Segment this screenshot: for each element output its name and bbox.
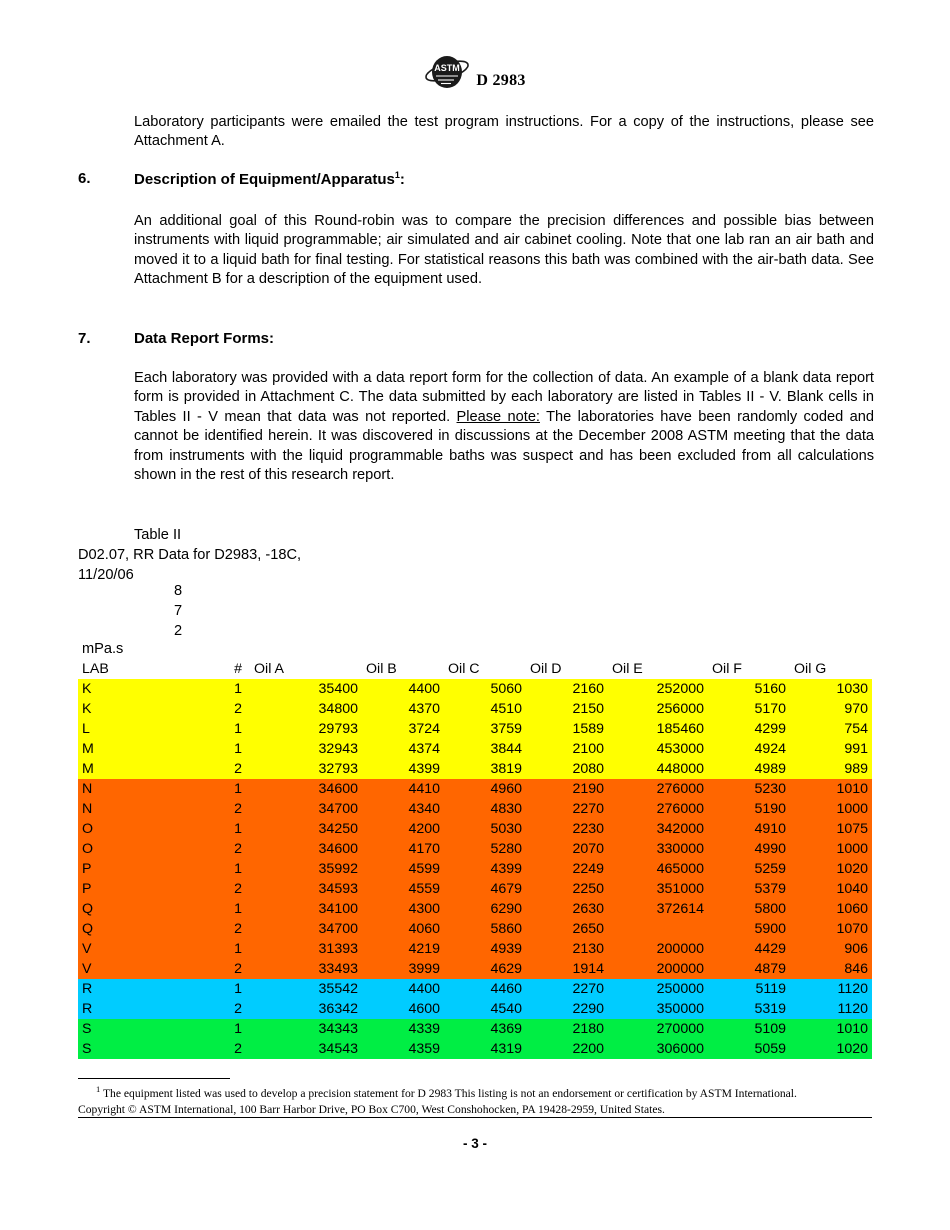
cell-lab: Q: [78, 899, 192, 919]
cell-oil-g: 1120: [790, 999, 872, 1019]
column-header-oil-a: Oil A: [250, 659, 362, 679]
cell-oil-a: 34593: [250, 879, 362, 899]
cell-oil-b: 4399: [362, 759, 444, 779]
cell-oil-f: 4910: [708, 819, 790, 839]
cell-replicate: 1: [192, 739, 250, 759]
cell-oil-a: 35400: [250, 679, 362, 699]
cell-oil-b: 4300: [362, 899, 444, 919]
page-header: [0, 52, 950, 97]
cell-lab: S: [78, 1019, 192, 1039]
section-7-body-block: [134, 369, 874, 485]
cell-oil-f: 5379: [708, 879, 790, 899]
cell-oil-a: 34700: [250, 919, 362, 939]
cell-oil-a: 35542: [250, 979, 362, 999]
cell-oil-e: 465000: [608, 859, 708, 879]
intro-paragraph-block: [134, 113, 874, 152]
cell-oil-e: 200000: [608, 939, 708, 959]
cell-oil-g: 989: [790, 759, 872, 779]
column-header-lab: LAB: [78, 659, 192, 679]
cell-replicate: 2: [192, 699, 250, 719]
column-header-oil-b: Oil B: [362, 659, 444, 679]
cell-oil-e: 372614: [608, 899, 708, 919]
cell-oil-f: 4989: [708, 759, 790, 779]
table-row: [78, 699, 872, 719]
cell-oil-f: 5119: [708, 979, 790, 999]
cell-oil-e: 256000: [608, 699, 708, 719]
cell-oil-d: 2150: [526, 699, 608, 719]
cell-oil-f: 5190: [708, 799, 790, 819]
cell-oil-b: 4219: [362, 939, 444, 959]
cell-oil-c: 4369: [444, 1019, 526, 1039]
cell-oil-d: 2160: [526, 679, 608, 699]
table-row: [78, 999, 872, 1019]
cell-oil-e: 453000: [608, 739, 708, 759]
cell-oil-a: 34800: [250, 699, 362, 719]
cell-lab: P: [78, 879, 192, 899]
table-row: [78, 1019, 872, 1039]
cell-oil-f: 5259: [708, 859, 790, 879]
column-header-oil-f: Oil F: [708, 659, 790, 679]
page-number: - 3 -: [462, 1136, 487, 1151]
cell-oil-g: 1070: [790, 919, 872, 939]
cell-lab: K: [78, 679, 192, 699]
cell-replicate: 1: [192, 819, 250, 839]
column-header-oil-g: Oil G: [790, 659, 872, 679]
cell-lab: N: [78, 799, 192, 819]
cell-oil-c: 4540: [444, 999, 526, 1019]
cell-lab: P: [78, 859, 192, 879]
cell-oil-e: 306000: [608, 1039, 708, 1059]
cell-oil-g: 1060: [790, 899, 872, 919]
cell-oil-b: 3999: [362, 959, 444, 979]
cell-oil-a: 36342: [250, 999, 362, 1019]
cell-lab: R: [78, 979, 192, 999]
cell-replicate: 1: [192, 899, 250, 919]
cell-oil-e: 276000: [608, 799, 708, 819]
section-7-body-part2: The laboratories have been randomly coded and cannot be identified herein. It was discovered in discussions at the December 2008 ASTM meeting that the data from instruments with the liquid programmable baths was suspect and has been excluded from all calculations shown in the rest of this research report.: [134, 408, 874, 484]
cell-oil-d: 2270: [526, 979, 608, 999]
section-7-number: 7.: [78, 330, 91, 347]
footnote-rule: [78, 1078, 230, 1079]
cell-lab: V: [78, 959, 192, 979]
cell-oil-b: 4600: [362, 999, 444, 1019]
table-row: [78, 979, 872, 999]
cell-oil-g: 1075: [790, 819, 872, 839]
cell-oil-d: 2200: [526, 1039, 608, 1059]
section-7-heading: [134, 330, 274, 347]
table-row: [78, 1039, 872, 1059]
cell-oil-c: 4510: [444, 699, 526, 719]
cell-oil-b: 4340: [362, 799, 444, 819]
cell-replicate: 1: [192, 719, 250, 739]
cell-oil-e: 448000: [608, 759, 708, 779]
cell-oil-f: 5170: [708, 699, 790, 719]
cell-oil-a: 31393: [250, 939, 362, 959]
cell-oil-e: 342000: [608, 819, 708, 839]
cell-oil-f: 5230: [708, 779, 790, 799]
cell-oil-d: 1589: [526, 719, 608, 739]
cell-oil-d: 2190: [526, 779, 608, 799]
cell-oil-f: 5059: [708, 1039, 790, 1059]
cell-oil-f: 5109: [708, 1019, 790, 1039]
cell-oil-c: 5030: [444, 819, 526, 839]
table-row: [78, 719, 872, 739]
cell-oil-g: 1030: [790, 679, 872, 699]
cell-oil-b: 4200: [362, 819, 444, 839]
cell-oil-c: 3844: [444, 739, 526, 759]
cell-oil-e: 200000: [608, 959, 708, 979]
cell-lab: M: [78, 759, 192, 779]
table-row: [78, 879, 872, 899]
table-row: [78, 939, 872, 959]
footnote-block: [78, 1084, 878, 1118]
footnote-copyright: Copyright © ASTM International, 100 Barr Harbor Drive, PO Box C700, West Conshohocken, PA 19428-2959, United States.: [78, 1102, 665, 1116]
table-row: [78, 959, 872, 979]
cell-oil-e: 270000: [608, 1019, 708, 1039]
section-7-title-suffix: :: [269, 330, 275, 347]
table-caption-line2: 11/20/06: [78, 567, 134, 583]
footnote-marker: 1: [96, 1084, 101, 1094]
cell-replicate: 2: [192, 959, 250, 979]
cell-lab: L: [78, 719, 192, 739]
table-caption-line1: D02.07, RR Data for D2983, -18C,: [78, 547, 302, 563]
section-6-body: An additional goal of this Round-robin was to compare the precision differences and possible bias between instruments with liquid programmable; air simulated and air cabinet cooling. Note that one lab ran an air bath and moved it to a liquid bath for final testing. For statistical reasons this bath was combined with the air-bath data. See Attachment B for a description of the equipment used.: [134, 213, 874, 288]
cell-oil-f: 4990: [708, 839, 790, 859]
cell-lab: O: [78, 819, 192, 839]
cell-oil-d: 2080: [526, 759, 608, 779]
cell-oil-a: 29793: [250, 719, 362, 739]
cell-oil-b: 4400: [362, 679, 444, 699]
cell-oil-g: 970: [790, 699, 872, 719]
cell-oil-b: 4559: [362, 879, 444, 899]
table-row: [78, 859, 872, 879]
cell-oil-a: 34343: [250, 1019, 362, 1039]
cell-oil-e: 250000: [608, 979, 708, 999]
cell-oil-d: 2130: [526, 939, 608, 959]
section-6-title-suffix: :: [399, 171, 405, 188]
cell-oil-d: 2290: [526, 999, 608, 1019]
cell-oil-e: [608, 919, 708, 939]
table-stacked-numbers: [174, 582, 182, 642]
cell-oil-g: 1020: [790, 1039, 872, 1059]
cell-oil-c: 4960: [444, 779, 526, 799]
cell-lab: S: [78, 1039, 192, 1059]
cell-oil-d: 2180: [526, 1019, 608, 1039]
table-unit-label: mPa.s: [82, 641, 124, 657]
cell-oil-b: 4599: [362, 859, 444, 879]
cell-oil-e: 185460: [608, 719, 708, 739]
section-6-body-block: [134, 212, 874, 290]
cell-oil-e: 252000: [608, 679, 708, 699]
cell-oil-b: 4060: [362, 919, 444, 939]
cell-oil-g: 1000: [790, 839, 872, 859]
table-body: [78, 679, 872, 1059]
intro-paragraph: Laboratory participants were emailed the test program instructions. For a copy of the instructions, please see Attachment A.: [134, 114, 874, 150]
section-6-footnote-marker: 1: [394, 170, 400, 180]
cell-oil-d: 2230: [526, 819, 608, 839]
cell-oil-g: 846: [790, 959, 872, 979]
cell-oil-a: 34600: [250, 779, 362, 799]
cell-oil-e: 351000: [608, 879, 708, 899]
cell-replicate: 2: [192, 919, 250, 939]
cell-oil-b: 4400: [362, 979, 444, 999]
section-6-number: 6.: [78, 170, 91, 187]
cell-oil-a: 34543: [250, 1039, 362, 1059]
cell-oil-b: 4410: [362, 779, 444, 799]
cell-oil-d: 2100: [526, 739, 608, 759]
section-7-title: Data Report Forms: [134, 330, 270, 347]
cell-oil-a: 35992: [250, 859, 362, 879]
section-7-body: [134, 369, 874, 485]
cell-oil-a: 32793: [250, 759, 362, 779]
cell-oil-f: 4429: [708, 939, 790, 959]
cell-oil-g: 1010: [790, 779, 872, 799]
stacked-number-3: 2: [174, 622, 183, 639]
column-header-oil-d: Oil D: [526, 659, 608, 679]
cell-oil-a: 32943: [250, 739, 362, 759]
cell-oil-g: 1120: [790, 979, 872, 999]
table-row: [78, 739, 872, 759]
cell-oil-c: 4460: [444, 979, 526, 999]
cell-replicate: 1: [192, 939, 250, 959]
cell-oil-g: 1020: [790, 859, 872, 879]
cell-oil-b: 4370: [362, 699, 444, 719]
cell-lab: O: [78, 839, 192, 859]
cell-oil-c: 3759: [444, 719, 526, 739]
cell-oil-d: 2270: [526, 799, 608, 819]
data-table: [78, 659, 872, 1059]
section-7-body-part1: Each laboratory was provided with a data report form for the collection of data. An example of a blank data report form is provided in Attachment C. The data submitted by each laboratory are listed in Tables II - V. Blank cells in Tables II - V mean that data was not reported.: [134, 370, 874, 425]
footer-rule: [78, 1117, 872, 1118]
cell-replicate: 2: [192, 999, 250, 1019]
cell-oil-e: 330000: [608, 839, 708, 859]
cell-oil-b: 3724: [362, 719, 444, 739]
cell-oil-c: 5060: [444, 679, 526, 699]
cell-lab: N: [78, 779, 192, 799]
cell-oil-d: 2630: [526, 899, 608, 919]
cell-oil-g: 754: [790, 719, 872, 739]
cell-oil-c: 4319: [444, 1039, 526, 1059]
cell-oil-e: 276000: [608, 779, 708, 799]
document-designation: D 2983: [476, 72, 526, 89]
cell-oil-b: 4374: [362, 739, 444, 759]
cell-oil-a: 33493: [250, 959, 362, 979]
cell-oil-d: 2250: [526, 879, 608, 899]
cell-oil-a: 34600: [250, 839, 362, 859]
cell-oil-f: 5160: [708, 679, 790, 699]
cell-replicate: 1: [192, 679, 250, 699]
cell-oil-b: 4339: [362, 1019, 444, 1039]
cell-oil-b: 4170: [362, 839, 444, 859]
footnote-text: The equipment listed was used to develop a precision statement for D 2983 This listing is not an endorsement or certification by ASTM International.: [102, 1086, 797, 1100]
table-row: [78, 899, 872, 919]
cell-oil-f: 4924: [708, 739, 790, 759]
column-header-rep: #: [192, 659, 250, 679]
astm-logo-icon: [424, 52, 470, 92]
cell-oil-d: 2070: [526, 839, 608, 859]
table-row: [78, 779, 872, 799]
cell-replicate: 2: [192, 839, 250, 859]
table-row: [78, 819, 872, 839]
column-header-oil-e: Oil E: [608, 659, 708, 679]
cell-oil-f: 5900: [708, 919, 790, 939]
stacked-number-2: 7: [174, 602, 183, 619]
cell-lab: R: [78, 999, 192, 1019]
cell-oil-g: 1000: [790, 799, 872, 819]
cell-replicate: 1: [192, 1019, 250, 1039]
cell-oil-g: 906: [790, 939, 872, 959]
cell-oil-a: 34100: [250, 899, 362, 919]
cell-oil-f: 5800: [708, 899, 790, 919]
cell-replicate: 2: [192, 799, 250, 819]
section-7-please-note: Please note:: [456, 408, 540, 425]
table-caption-label: Table II: [134, 527, 182, 543]
cell-oil-d: 1914: [526, 959, 608, 979]
cell-oil-a: 34700: [250, 799, 362, 819]
cell-oil-c: 5280: [444, 839, 526, 859]
cell-oil-f: 5319: [708, 999, 790, 1019]
table-header-row: [78, 659, 872, 679]
stacked-number-1: 8: [174, 583, 183, 599]
cell-oil-c: 4830: [444, 799, 526, 819]
cell-lab: Q: [78, 919, 192, 939]
cell-oil-c: 4679: [444, 879, 526, 899]
svg-text:ASTM: ASTM: [434, 63, 461, 73]
cell-oil-c: 3819: [444, 759, 526, 779]
cell-oil-f: 4879: [708, 959, 790, 979]
cell-replicate: 1: [192, 779, 250, 799]
section-6-heading: [134, 170, 405, 188]
table-row: [78, 799, 872, 819]
cell-oil-c: 6290: [444, 899, 526, 919]
cell-oil-g: 1040: [790, 879, 872, 899]
cell-replicate: 1: [192, 979, 250, 999]
cell-oil-c: 4629: [444, 959, 526, 979]
table-row: [78, 759, 872, 779]
cell-lab: V: [78, 939, 192, 959]
cell-replicate: 2: [192, 759, 250, 779]
cell-oil-c: 5860: [444, 919, 526, 939]
section-6-title: Description of Equipment/Apparatus: [134, 171, 395, 188]
column-header-oil-c: Oil C: [444, 659, 526, 679]
cell-replicate: 1: [192, 859, 250, 879]
cell-oil-e: 350000: [608, 999, 708, 1019]
cell-lab: M: [78, 739, 192, 759]
table-row: [78, 679, 872, 699]
cell-replicate: 2: [192, 1039, 250, 1059]
cell-lab: K: [78, 699, 192, 719]
cell-replicate: 2: [192, 879, 250, 899]
table-row: [78, 919, 872, 939]
cell-oil-c: 4939: [444, 939, 526, 959]
cell-oil-g: 1010: [790, 1019, 872, 1039]
cell-oil-f: 4299: [708, 719, 790, 739]
cell-oil-d: 2249: [526, 859, 608, 879]
cell-oil-g: 991: [790, 739, 872, 759]
cell-oil-b: 4359: [362, 1039, 444, 1059]
cell-oil-a: 34250: [250, 819, 362, 839]
table-row: [78, 839, 872, 859]
cell-oil-d: 2650: [526, 919, 608, 939]
cell-oil-c: 4399: [444, 859, 526, 879]
